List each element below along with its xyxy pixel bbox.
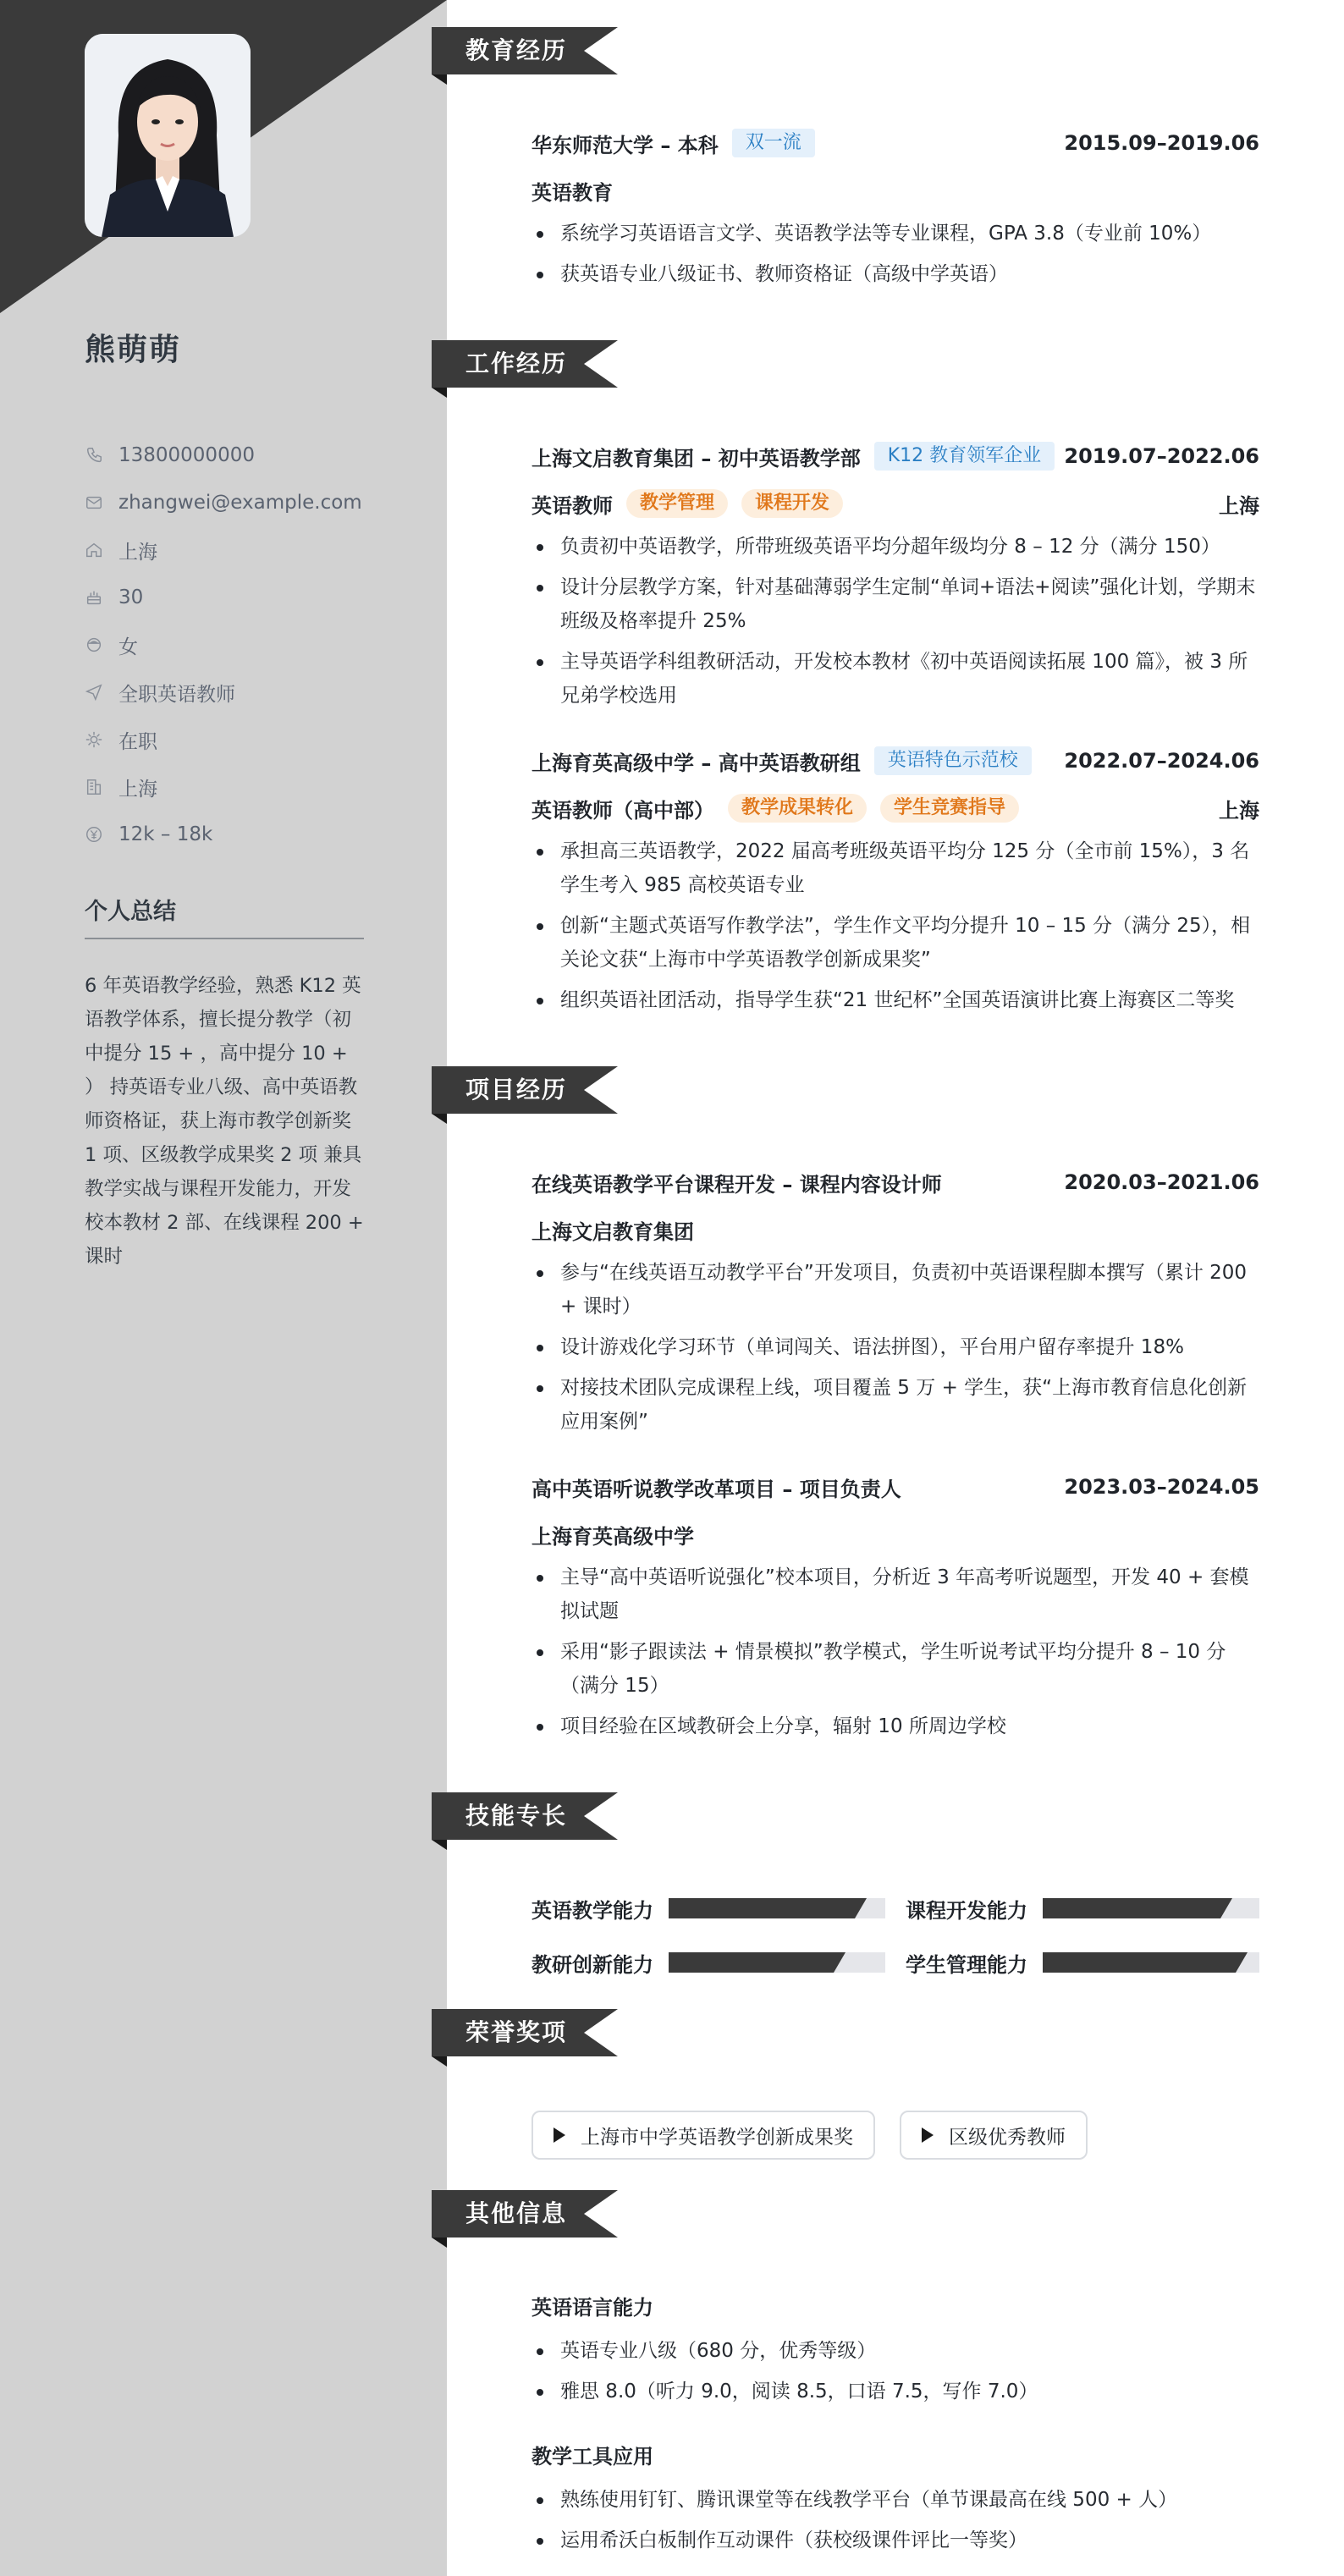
mail-icon [85, 493, 103, 512]
send-icon [85, 683, 103, 702]
section-header-work [432, 340, 626, 388]
contact-status [85, 716, 364, 763]
honor-text: 上海市中学英语教学创新成果奖 [581, 2126, 853, 2149]
education-school: 华东师范大学 – 本科 [532, 133, 719, 157]
skill-bar-fill [669, 1952, 834, 1973]
section-header-honors [432, 2009, 626, 2056]
contact-status-text: 在职 [118, 730, 157, 753]
summary-title: 个人总结 [85, 893, 364, 939]
sidebar [0, 0, 447, 2576]
work-entry-1 [532, 442, 1259, 719]
skill-bar [1043, 1898, 1259, 1918]
list-item: 对接技术团队完成课程上线，项目覆盖 5 万 + 学生，获“上海市教育信息化创新应用案例” [532, 1371, 1259, 1439]
contact-salary [85, 811, 364, 858]
project-org: 上海育英高级中学 [532, 1524, 694, 1549]
list-item: 负责初中英语教学，所带班级英语平均分超年级均分 8 – 12 分（满分 150） [532, 530, 1259, 564]
work-org-tag: 英语特色示范校 [874, 746, 1032, 775]
list-item: 主导英语学科组教研活动，开发校本教材《初中英语阅读拓展 100 篇》，被 3 所兄弟学校选用 [532, 645, 1259, 713]
section-header-education [432, 27, 626, 74]
other-group-title: 教学工具应用 [532, 2445, 653, 2469]
contact-email [85, 479, 364, 526]
education-entry [532, 129, 1259, 298]
list-item: 运用希沃白板制作互动课件（获校级课件评比一等奖） [532, 2524, 1259, 2557]
section-header-skills [432, 1792, 626, 1840]
other-bullets [532, 2334, 1259, 2408]
skill-name: 英语教学能力 [532, 1898, 653, 1923]
play-icon [922, 2127, 934, 2143]
avatar [85, 34, 251, 237]
skill-item [906, 1896, 1259, 1921]
skill-name: 课程开发能力 [906, 1898, 1027, 1923]
contact-job [85, 669, 364, 716]
contact-home-text: 上海 [118, 541, 157, 564]
section-title-other: 其他信息 [465, 2199, 568, 2227]
salary-icon [85, 825, 103, 844]
candidate-name: 熊萌萌 [85, 333, 182, 367]
contact-age [85, 574, 364, 621]
skill-item [906, 1950, 1259, 1975]
work-role-tag: 学生竞赛指导 [880, 794, 1019, 823]
main-content [447, 0, 1344, 2576]
summary-text: 6 年英语教学经验，熟悉 K12 英语教学体系，擅长提分教学（初中提分 15 + ，高中提分 10 + ） 持英语专业八级、高中英语教师资格证，获上海市教学创新奖 1 项、区级教学成果奖 2 项 兼具教学实战与课程开发能力，开发校本教材 2 部、在线课程 200 + 课时 [85, 975, 364, 1268]
list-item: 雅思 8.0（听力 9.0，阅读 8.5，口语 7.5，写作 7.0） [532, 2375, 1259, 2408]
skill-item [532, 1896, 885, 1921]
work-org: 上海育英高级中学 – 高中英语教研组 [532, 751, 861, 775]
section-header-other [432, 2190, 626, 2237]
contact-phone [85, 432, 364, 479]
other-group-1 [532, 2293, 1259, 2415]
skill-bar [1043, 1952, 1259, 1973]
work-bullets [532, 834, 1259, 1017]
list-item: 参与“在线英语互动教学平台”开发项目，负责初中英语课程脚本撰写（累计 200 + 课时） [532, 1256, 1259, 1324]
work-entry-2 [532, 746, 1259, 1024]
project-title: 高中英语听说教学改革项目 – 项目负责人 [532, 1477, 901, 1501]
skill-item [532, 1950, 885, 1975]
contact-gender [85, 621, 364, 669]
skill-bar-fill [669, 1898, 855, 1918]
gender-icon [85, 636, 103, 654]
honor-text: 区级优秀教师 [949, 2126, 1066, 2149]
section-title-work: 工作经历 [465, 350, 568, 377]
work-city: 上海 [1219, 493, 1259, 518]
work-date: 2019.07–2022.06 [1064, 444, 1259, 468]
cake-icon [85, 588, 103, 607]
work-bullets [532, 530, 1259, 713]
contact-phone-text: 13800000000 [118, 444, 255, 466]
project-title: 在线英语教学平台课程开发 – 课程内容设计师 [532, 1172, 942, 1197]
honor-badge [900, 2111, 1088, 2160]
list-item: 采用“影子跟读法 + 情景模拟”教学模式，学生听说考试平均分提升 8 – 10 分（满分 15） [532, 1635, 1259, 1703]
work-org: 上海文启教育集团 – 初中英语教学部 [532, 446, 861, 471]
play-icon [554, 2127, 565, 2143]
contact-list [85, 432, 364, 858]
skill-bar-fill [1043, 1952, 1236, 1973]
building-icon [85, 778, 103, 796]
list-item: 组织英语社团活动，指导学生获“21 世纪杯”全国英语演讲比赛上海赛区二等奖 [532, 983, 1259, 1017]
section-title-skills: 技能专长 [465, 1802, 568, 1830]
section-header-project [432, 1066, 626, 1114]
skill-bar-fill [1043, 1898, 1220, 1918]
list-item: 承担高三英语教学，2022 届高考班级英语平均分 125 分（全市前 15%），3 名学生考入 985 高校英语专业 [532, 834, 1259, 902]
contact-job-text: 全职英语教师 [118, 683, 235, 706]
list-item: 设计游戏化学习环节（单词闯关、语法拼图），平台用户留存率提升 18% [532, 1330, 1259, 1364]
section-title-honors: 荣誉奖项 [465, 2018, 568, 2046]
education-major: 英语教育 [532, 180, 613, 205]
contact-home [85, 526, 364, 574]
other-group-title: 英语语言能力 [532, 2296, 653, 2320]
list-item: 熟练使用钉钉、腾讯课堂等在线教学平台（单节课最高在线 500 + 人） [532, 2483, 1259, 2517]
list-item: 英语专业八级（680 分，优秀等级） [532, 2334, 1259, 2368]
education-bullets [532, 217, 1259, 291]
home-icon [85, 541, 103, 559]
other-group-2 [532, 2442, 1259, 2564]
contact-gender-text: 女 [118, 636, 138, 658]
project-bullets [532, 1560, 1259, 1743]
work-role-tag: 教学成果转化 [728, 794, 867, 823]
skill-bar [669, 1898, 885, 1918]
project-entry-1 [532, 1168, 1259, 1445]
other-bullets [532, 2483, 1259, 2557]
project-bullets [532, 1256, 1259, 1439]
phone-icon [85, 446, 103, 465]
list-item: 系统学习英语语言文学、英语教学法等专业课程，GPA 3.8（专业前 10%） [532, 217, 1259, 250]
list-item: 创新“主题式英语写作教学法”，学生作文平均分提升 10 – 15 分（满分 25），相关论文获“上海市中学英语教学创新成果奖” [532, 909, 1259, 977]
list-item: 项目经验在区域教研会上分享，辐射 10 所周边学校 [532, 1709, 1259, 1743]
project-date: 2020.03–2021.06 [1064, 1170, 1259, 1194]
education-tag: 双一流 [732, 129, 815, 157]
section-title-education: 教育经历 [465, 36, 568, 64]
work-role-tag: 教学管理 [626, 489, 728, 518]
honor-badge [532, 2111, 875, 2160]
list-item: 主导“高中英语听说强化”校本项目，分析近 3 年高考听说题型，开发 40 + 套模拟试题 [532, 1560, 1259, 1628]
project-org: 上海文启教育集团 [532, 1219, 694, 1244]
list-item: 设计分层教学方案，针对基础薄弱学生定制“单词+语法+阅读”强化计划，学期末班级及格率提升 25% [532, 570, 1259, 638]
work-role: 英语教师 [532, 493, 613, 518]
section-title-project: 项目经历 [465, 1076, 568, 1104]
project-entry-2 [532, 1472, 1259, 1750]
status-icon [85, 730, 103, 749]
work-role: 英语教师（高中部） [532, 798, 714, 823]
project-date: 2023.03–2024.05 [1064, 1475, 1259, 1499]
list-item: 获英语专业八级证书、教师资格证（高级中学英语） [532, 257, 1259, 291]
skill-name: 教研创新能力 [532, 1952, 653, 1977]
contact-age-text: 30 [118, 586, 144, 608]
work-role-tag: 课程开发 [741, 489, 843, 518]
work-date: 2022.07–2024.06 [1064, 749, 1259, 773]
contact-email-text: zhangwei@example.com [118, 492, 362, 514]
work-org-tag: K12 教育领军企业 [874, 442, 1055, 471]
education-date: 2015.09–2019.06 [1064, 131, 1259, 155]
skill-bar [669, 1952, 885, 1973]
contact-city [85, 763, 364, 811]
contact-salary-text: 12k – 18k [118, 823, 213, 845]
skill-name: 学生管理能力 [906, 1952, 1027, 1977]
contact-city-text: 上海 [118, 778, 157, 801]
work-city: 上海 [1219, 798, 1259, 823]
